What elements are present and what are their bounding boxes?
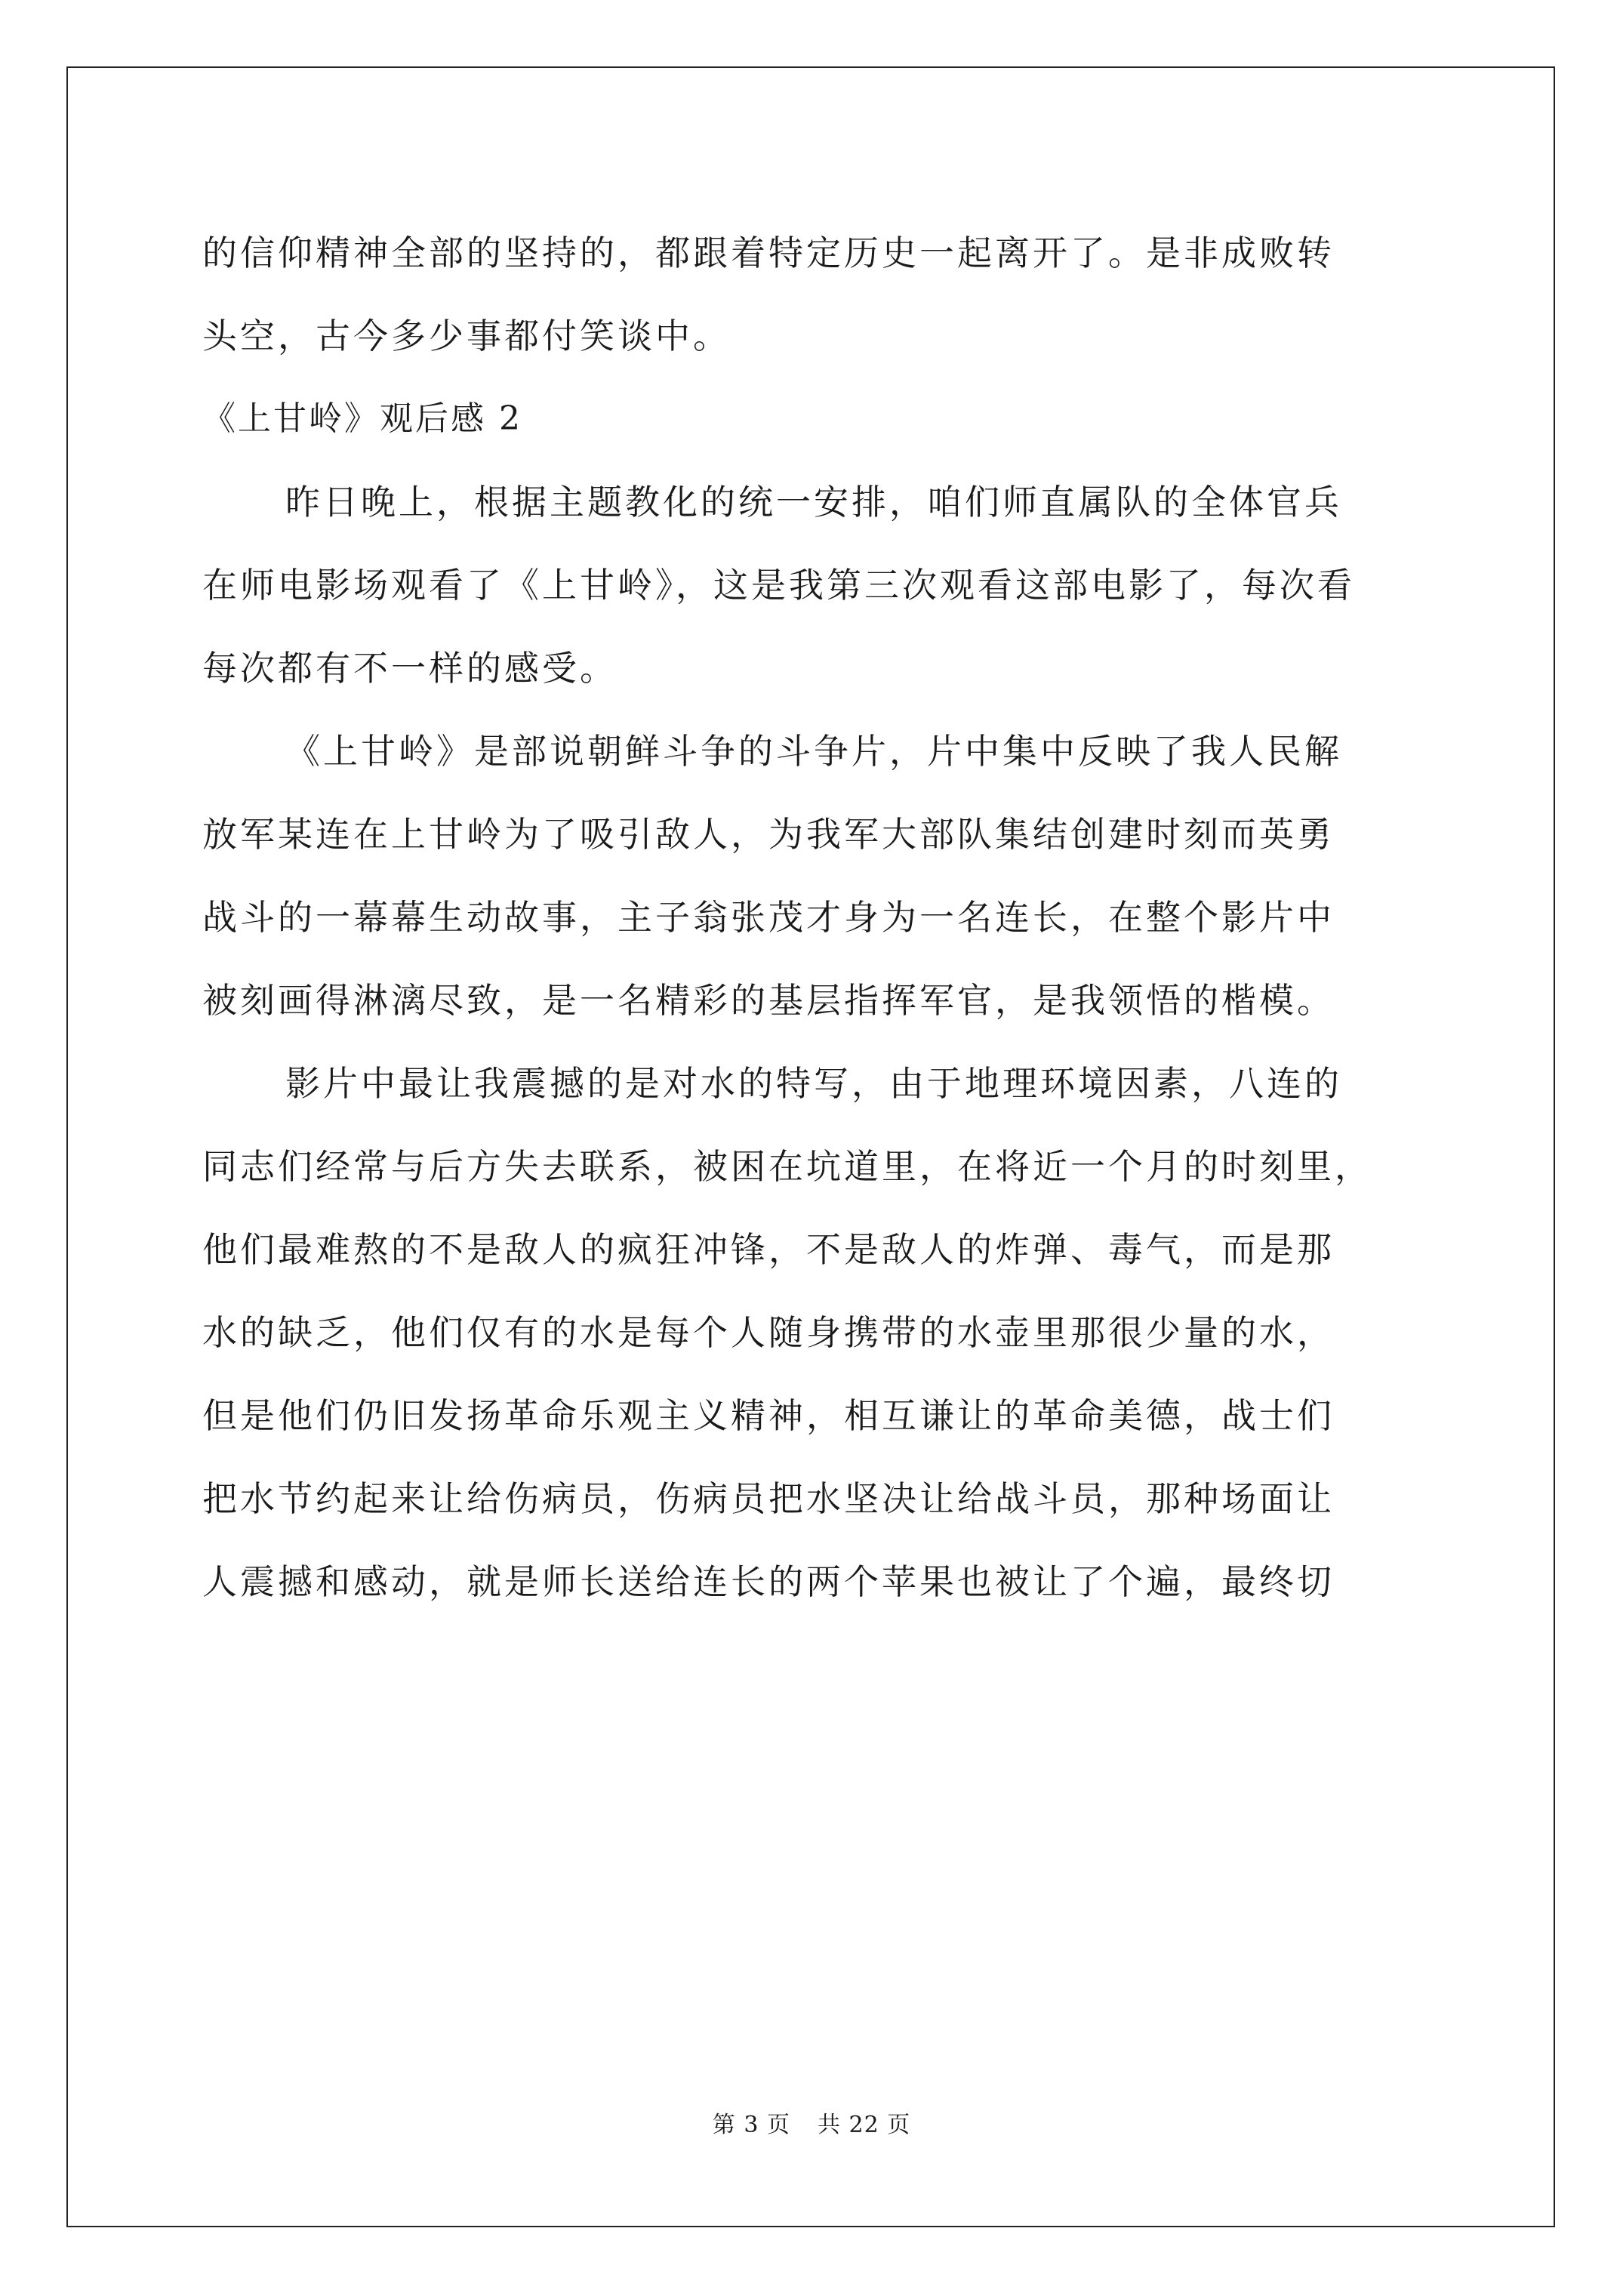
- paragraph-2-line-4: 被刻画得淋漓尽致，是一名精彩的基层指挥军官，是我领悟的楷模。: [202, 980, 1335, 1021]
- paragraph-2-line-1: 《上甘岭》是部说朝鲜斗争的斗争片，片中集中反映了我人民解: [285, 731, 1342, 772]
- paragraph-3-line-7: 人震撼和感动，就是师长送给连长的两个苹果也被让了个遍，最终切: [202, 1561, 1335, 1602]
- paragraph-1-line-3: 每次都有不一样的感受。: [202, 648, 617, 689]
- paragraph-3-line-1: 影片中最让我震撼的是对水的特写，由于地理环境因素，八连的: [285, 1063, 1342, 1104]
- paragraph-2-line-2: 放军某连在上甘岭为了吸引敌人，为我军大部队集结创建时刻而英勇: [202, 814, 1335, 855]
- paragraph-1-line-2: 在师电影场观看了《上甘岭》，这是我第三次观看这部电影了，每次看: [202, 565, 1355, 606]
- section-heading: 《上甘岭》观后感 2: [202, 399, 522, 438]
- paragraph-3-line-4: 水的缺乏，他们仅有的水是每个人随身携带的水壶里那很少量的水，: [202, 1312, 1335, 1353]
- document-body: [202, 211, 1455, 1623]
- paragraph-3-line-2: 同志们经常与后方失去联系，被困在坑道里，在将近一个月的时刻里，: [202, 1146, 1372, 1187]
- page-total: 共 22 页: [817, 2112, 911, 2138]
- paragraph-3-line-5: 但是他们仍旧发扬革命乐观主义精神，相互谦让的革命美德，战士们: [202, 1395, 1335, 1436]
- page-footer: [0, 2110, 1623, 2140]
- text-line-1: 的信仰精神全部的坚持的，都跟着特定历史一起离开了。是非成败转: [202, 233, 1335, 273]
- text-line-2: 头空，古今多少事都付笑谈中。: [202, 316, 731, 356]
- paragraph-1-line-1: 昨日晚上，根据主题教化的统一安排，咱们师直属队的全体官兵: [285, 482, 1342, 522]
- paragraph-2-line-3: 战斗的一幕幕生动故事，主子翁张茂才身为一名连长，在整个影片中: [202, 897, 1335, 938]
- paragraph-3-line-3: 他们最难熬的不是敌人的疯狂冲锋，不是敌人的炸弹、毒气，而是那: [202, 1229, 1335, 1270]
- page-number: 第 3 页: [712, 2112, 790, 2138]
- paragraph-3-line-6: 把水节约起来让给伤病员，伤病员把水坚决让给战斗员，那种场面让: [202, 1478, 1335, 1519]
